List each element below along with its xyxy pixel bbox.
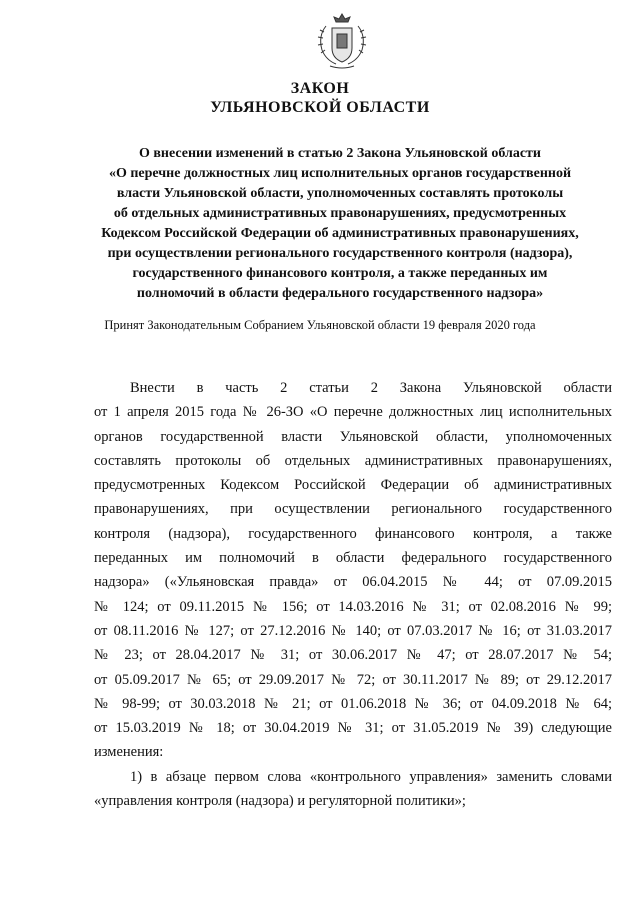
body-line: от 05.09.2017 № 65; от 29.09.2017 № 72; от 30.11.2017 № 89; от 29.12.2017 [94,671,612,688]
body-text [94,376,612,813]
title-line: об отдельных административных правонарушениях, предусмотренных [113,206,567,221]
adoption-note: Принят Законодательным Собранием Ульяновской области 19 февраля 2020 года [104,318,536,332]
coat-of-arms-emblem [314,10,370,72]
law-heading: ЗАКОН [290,80,350,97]
body-line: от 1 апреля 2015 года № 26-ЗО «О перечне должностных лиц исполнительных [94,404,612,421]
body-line: переданных им полномочий в области федерального государственного [94,550,612,567]
body-line: от 15.03.2019 № 18; от 30.04.2019 № 31; от 31.05.2019 № 39) следующие [94,720,612,737]
body-line: от 08.11.2016 № 127; от 27.12.2016 № 140; от 07.03.2017 № 16; от 31.03.2017 [94,622,612,639]
body-line: правонарушениях, при осуществлении регионального государственного [94,501,612,518]
body-line: надзора» («Ульяновская правда» от 06.04.2015 № 44; от 07.09.2015 [94,574,612,591]
title-line: государственного финансового контроля, а также переданных им [132,266,548,281]
body-line: № 23; от 28.04.2017 № 31; от 30.06.2017 № 47; от 28.07.2017 № 54; [94,647,612,664]
title-line: «О перечне должностных лиц исполнительных органов государственной [108,166,572,181]
title-line: полномочий в области федерального государственного надзора» [136,286,544,301]
body-line: предусмотренных Кодексом Российской Федерации об административных [94,477,612,494]
body-line: контроля (надзора), государственного финансового контроля, а также [94,525,612,542]
body-line: составлять протоколы об отдельных административных правонарушениях, [94,452,612,469]
body-line: № 124; от 09.11.2015 № 156; от 14.03.2016 № 31; от 02.08.2016 № 99; [94,598,612,615]
title-line: при осуществлении регионального государственного контроля (надзора), [107,246,573,261]
body-line: органов государственной власти Ульяновской области, уполномоченных [94,428,612,445]
region-heading: УЛЬЯНОВСКОЙ ОБЛАСТИ [210,99,430,116]
amendment-item-line: 1) в абзаце первом слова «контрольного управления» заменить словами [130,768,612,785]
amendment-item-line: «управления контроля (надзора) и регуляторной политики»; [94,793,466,810]
title-line: власти Ульяновской области, уполномоченных составлять протоколы [116,186,564,201]
law-title [70,144,610,304]
body-line: Внести в часть 2 статьи 2 Закона Ульяновской области [130,380,612,396]
title-line: О внесении изменений в статью 2 Закона Ульяновской области [138,146,541,161]
title-line: Кодексом Российской Федерации об административных правонарушениях, [101,226,579,241]
body-line: изменения: [94,744,164,761]
body-line: № 98-99; от 30.03.2018 № 21; от 01.06.2018 № 36; от 04.09.2018 № 64; [94,695,612,712]
